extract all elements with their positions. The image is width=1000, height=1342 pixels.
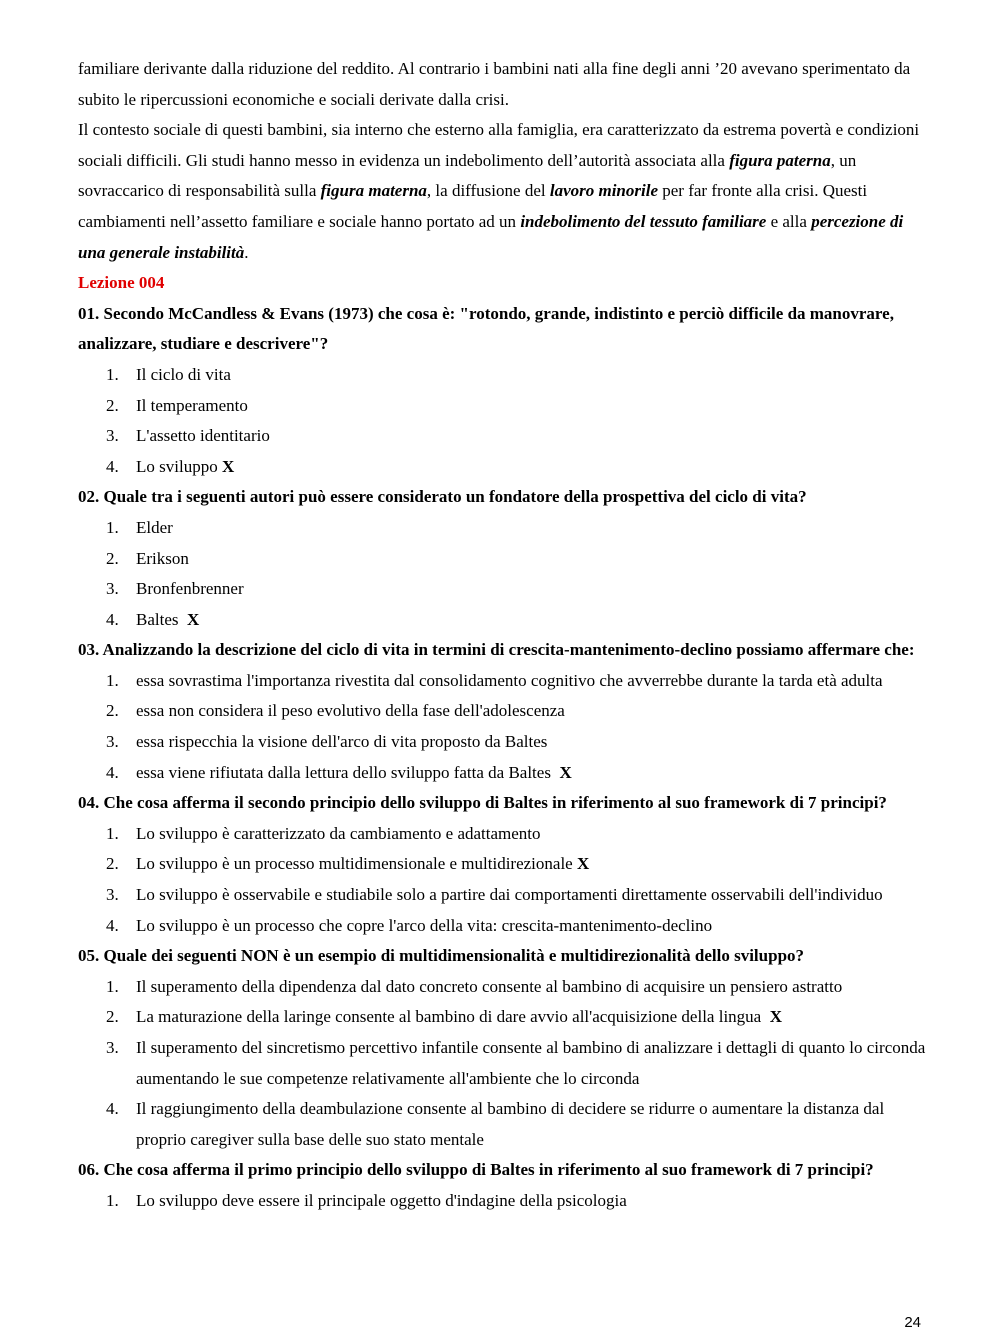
option-number: 3. [106,579,119,599]
answer-options [78,513,928,635]
option-text: Lo sviluppo [136,456,222,476]
answer-options [78,666,928,788]
option-text: Lo sviluppo è un processo che copre l'arco della vita: crescita-mantenimento-declino [136,915,713,935]
answer-option [78,513,928,544]
intro-text: e alla [766,211,812,231]
question-text: 06. Che cosa afferma il primo principio dello sviluppo di Baltes in riferimento al suo framework di 7 principi? [78,1160,874,1180]
option-text: essa rispecchia la visione dell'arco di vita proposto da Baltes [136,732,548,752]
answer-option [78,1186,928,1217]
question-text: 02. Quale tra i seguenti autori può essere considerato un fondatore della prospettiva del ciclo di vita? [78,487,807,507]
emphasis-tessuto-familiare: indebolimento del tessuto familiare [520,211,767,231]
option-number: 1. [106,364,119,384]
question-text: 01. Secondo McCandless & Evans (1973) che cosa è: "rotondo, grande, indistinto e perciò difficile da manovrare, analizzare, studiare e descrivere"? [78,303,894,354]
option-number: 4. [106,915,119,935]
option-text: Elder [136,517,173,537]
answer-option [78,819,928,850]
document-body [78,54,928,1217]
option-number: 2. [106,1007,119,1027]
answer-option [78,421,928,452]
option-text: Bronfenbrenner [136,579,244,599]
option-number: 2. [106,854,119,874]
option-number: 1. [106,670,119,690]
option-number: 4. [106,456,119,476]
intro-paragraph-1: familiare derivante dalla riduzione del reddito. Al contrario i bambini nati alla fine degli anni ’20 avevano sperimentato da subito le ripercussioni economiche e sociali derivate dalla crisi. [78,59,911,109]
emphasis-figura-paterna: figura paterna [729,150,831,170]
answer-option [78,849,928,880]
lesson-title: Lezione 004 [78,273,165,293]
answer-option [78,391,928,422]
option-text: essa viene rifiutata dalla lettura dello sviluppo fatta da Baltes [136,762,560,782]
intro-text: per far fronte alla crisi. Questi cambiamenti nell’assetto familiare e sociale hanno portato ad un [78,181,868,231]
option-number: 4. [106,609,119,629]
option-text: Lo sviluppo è caratterizzato da cambiamento e adattamento [136,823,541,843]
option-text: Lo sviluppo deve essere il principale oggetto d'indagine della psicologia [136,1190,627,1210]
question-text: 05. Quale dei seguenti NON è un esempio di multidimensionalità e multidirezionalità dello sviluppo? [78,946,805,966]
option-text: Il raggiungimento della deambulazione consente al bambino di decidere se ridurre o aumentare la distanza dal proprio caregiver sulla base delle suo stato mentale [136,1099,889,1149]
intro-text: Il contesto sociale di questi bambini, sia interno che esterno alla famiglia, era caratterizzato da estrema povertà e condizioni sociali difficili. Gli studi hanno messo in evidenza un indebolimento dell’autorità associata alla [78,120,920,170]
answer-option [78,1033,928,1094]
option-text: essa sovrastima l'importanza rivestita dal consolidamento cognitivo che avverrebbe durante la tarda età adulta [136,670,883,690]
option-text: Il temperamento [136,395,248,415]
option-number: 1. [106,823,119,843]
answer-option [78,727,928,758]
option-number: 2. [106,548,119,568]
option-text: Il superamento del sincretismo percettivo infantile consente al bambino di analizzare i dettagli di quanto lo circonda aumentando le sue competenze relativamente all'ambiente che lo circonda [136,1038,930,1088]
answer-options [78,360,928,482]
question-text: 04. Che cosa afferma il secondo principio dello sviluppo di Baltes in riferimento al suo framework di 7 principi? [78,793,887,813]
option-text: essa non considera il peso evolutivo della fase dell'adolescenza [136,701,565,721]
correct-answer-mark: X [221,456,235,476]
emphasis-instabilita: percezione di una generale instabilità [78,211,904,262]
correct-answer-mark: X [576,854,590,874]
answer-option [78,360,928,391]
correct-answer-mark: X [187,609,200,629]
option-number: 2. [106,395,119,415]
question-text: 03. Analizzando la descrizione del ciclo di vita in termini di crescita-mantenimento-declino possiamo affermare che: [78,640,915,660]
option-number: 4. [106,762,119,782]
option-number: 2. [106,701,119,721]
option-number: 3. [106,885,119,905]
answer-option [78,880,928,911]
answer-option [78,972,928,1003]
option-text: Erikson [136,548,189,568]
option-text: L'assetto identitario [136,426,270,446]
answer-options [78,1186,928,1217]
intro-paragraph-2 [78,115,928,268]
emphasis-figura-materna: figura materna [320,181,427,201]
option-text: Il superamento della dipendenza dal dato concreto consente al bambino di acquisire un pensiero astratto [136,976,843,996]
answer-option [78,1094,928,1155]
answer-option [78,452,928,483]
answer-option [78,758,928,789]
correct-answer-mark: X [769,1007,782,1027]
answer-option [78,544,928,575]
answer-options [78,972,928,1156]
answer-option [78,666,928,697]
option-text: Il ciclo di vita [136,364,231,384]
question-list [78,299,928,1217]
option-number: 3. [106,1038,119,1057]
answer-option [78,1002,928,1033]
intro-text: , un sovraccarico di responsabilità sulla [78,150,857,201]
option-number: 3. [106,732,119,752]
option-number: 3. [106,426,119,446]
answer-option [78,574,928,605]
intro-text: . [244,242,249,262]
option-number: 1. [106,1190,119,1210]
emphasis-lavoro-minorile: lavoro minorile [549,181,658,201]
answer-option [78,605,928,636]
answer-options [78,819,928,941]
option-text: Lo sviluppo è osservabile e studiabile solo a partire dai comportamenti direttamente osservabili dell'individuo [136,885,883,905]
option-number: 4. [106,1099,119,1119]
option-text: La maturazione della laringe consente al bambino di dare avvio all'acquisizione della lingua [136,1007,770,1027]
option-number: 1. [106,976,119,996]
intro-text: , la diffusione del [426,181,550,201]
correct-answer-mark: X [559,762,572,782]
answer-option [78,911,928,942]
option-number: 1. [106,517,119,537]
page-number: 24 [904,1314,921,1331]
option-text: Baltes [136,609,187,629]
answer-option [78,696,928,727]
option-text: Lo sviluppo è un processo multidimensionale e multidirezionale [136,854,577,874]
